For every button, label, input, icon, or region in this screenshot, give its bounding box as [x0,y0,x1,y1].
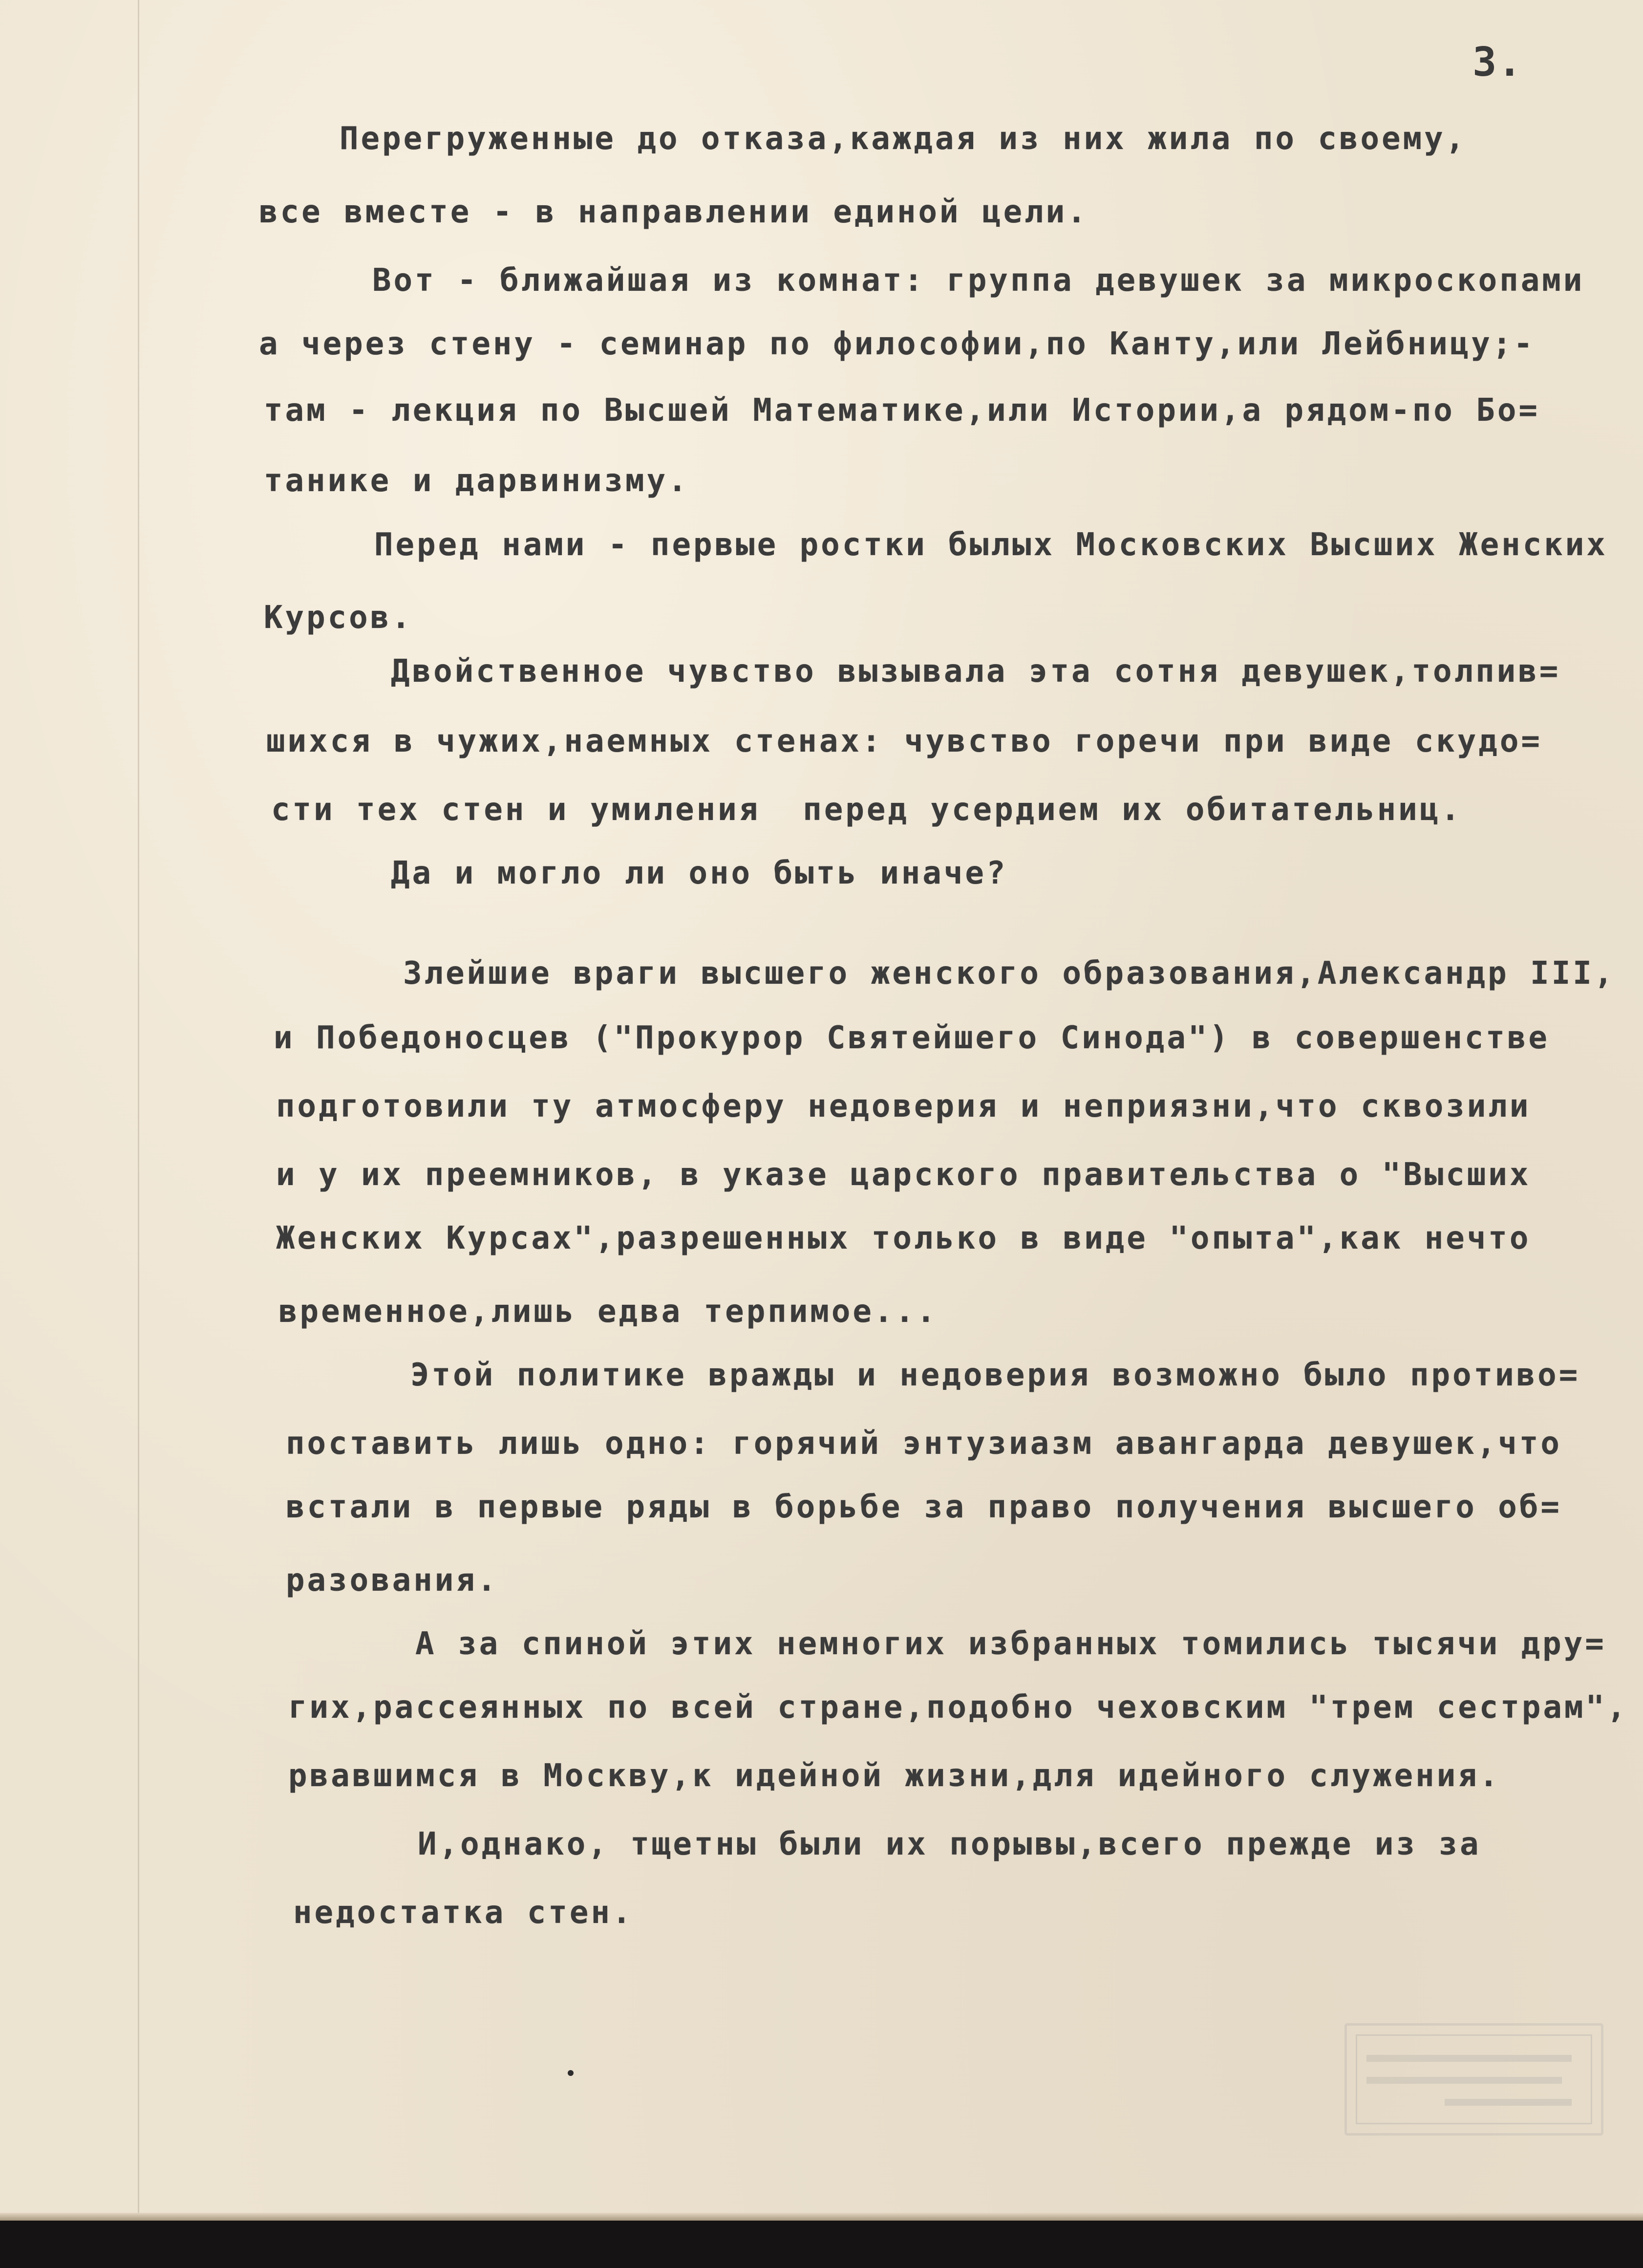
text-line-2: все вместе - в направлении единой цели. [259,194,1088,230]
text-line-17: Женских Курсах",разрешенных только в виде "опыта",как нечто [276,1220,1531,1256]
text-line-22: разования. [286,1562,499,1598]
text-line-3: Вот - ближайшая из комнат: группа девушек за микроскопами [372,262,1585,299]
text-line-15: подготовили ту атмосферу недоверия и неприязни,что сквозили [276,1088,1531,1124]
text-line-4: а через стену - семинар по философии,по Канту,или Лейбницу;- [259,326,1535,362]
text-line-27: недостатка стен. [293,1895,634,1931]
stamp-text-mark [1366,2055,1572,2062]
text-line-16: и у их преемников, в указе царского правительства о "Высших [276,1157,1531,1193]
text-line-5: там - лекция по Высшей Математике,или Истории,а рядом-по Бо= [264,392,1540,429]
text-line-14: и Победоносцев ("Прокурор Святейшего Синода") в совершенстве [274,1020,1550,1056]
text-line-7: Перед нами - первые ростки былых Московских Высших Женских [374,527,1608,563]
text-line-11: сти тех стен и умиления перед усердием их обитательниц. [271,792,1462,828]
binding-margin-line [138,0,139,2219]
text-line-13: Злейшие враги высшего женского образования,Александр III, [403,955,1616,992]
text-line-8: Курсов. [264,600,413,636]
text-line-25: рвавшимся в Москву,к идейной жизни,для идейного служения. [288,1758,1501,1794]
text-line-21: встали в первые ряды в борьбе за право получения высшего об= [286,1489,1562,1525]
text-line-10: шихся в чужих,наемных стенах: чувство горечи при виде скудо= [266,723,1542,759]
text-line-1: Перегруженные до отказа,каждая из них жила по своему, [340,121,1467,157]
text-line-6: танике и дарвинизму. [264,463,689,499]
ink-dot [568,2070,574,2076]
text-line-20: поставить лишь одно: горячий энтузиазм авангарда девушек,что [286,1426,1562,1462]
text-line-19: Этой политике вражды и недоверия возможно было противо= [410,1357,1580,1393]
text-line-26: И,однако, тщетны были их порывы,всего прежде из за [418,1826,1481,1862]
text-line-12: Да и могло ли оно быть иначе? [391,855,1008,891]
page-number: 3. [1472,39,1523,86]
archive-stamp [1344,2023,1603,2136]
text-line-9: Двойственное чувство вызывала эта сотня девушек,толпив= [391,653,1561,690]
stamp-text-mark [1445,2099,1572,2106]
text-line-24: гих,рассеянных по всей стране,подобно чеховским "трем сестрам", [288,1689,1628,1726]
stamp-text-mark [1366,2077,1562,2084]
text-line-23: А за спиной этих немногих избранных томились тысячи дру= [415,1626,1606,1662]
page-bottom-edge [0,2213,1643,2221]
text-line-18: временное,лишь едва терпимое... [278,1294,938,1330]
